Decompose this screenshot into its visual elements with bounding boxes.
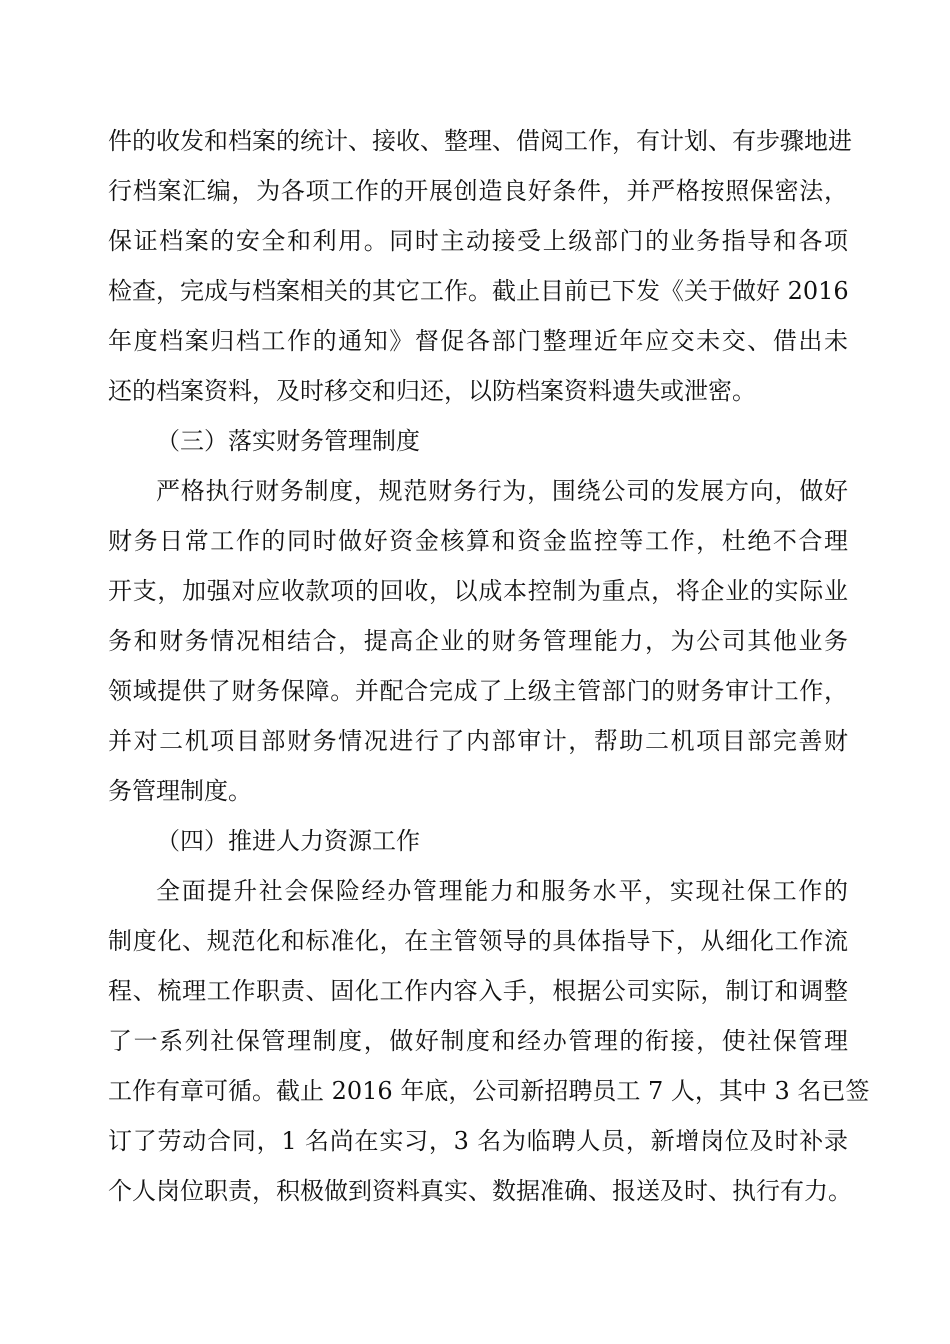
section-heading-hr: （四）推进人力资源工作 [156,827,420,855]
paragraph-line: 件的收发和档案的统计、接收、整理、借阅工作，有计划、有步骤地进 [108,127,852,155]
paragraph-line: 务管理制度。 [108,777,252,805]
paragraph-line: 程、梳理工作职责、固化工作内容入手，根据公司实际，制订和调整 [108,977,848,1005]
paragraph-line: 行档案汇编，为各项工作的开展创造良好条件，并严格按照保密法， [108,177,848,205]
paragraph-line: 还的档案资料，及时移交和归还，以防档案资料遗失或泄密。 [108,377,756,405]
paragraph-line: 务和财务情况相结合，提高企业的财务管理能力，为公司其他业务 [108,627,848,655]
paragraph-line: 并对二机项目部财务情况进行了内部审计，帮助二机项目部完善财 [108,727,848,755]
paragraph-line: 财务日常工作的同时做好资金核算和资金监控等工作，杜绝不合理 [108,527,848,555]
paragraph-line: 制度化、规范化和标准化，在主管领导的具体指导下，从细化工作流 [108,927,848,955]
paragraph-line: 全面提升社会保险经办管理能力和服务水平，实现社保工作的 [156,877,848,905]
paragraph-line: 工作有章可循。截止 2016 年底，公司新招聘员工 7 人，其中 3 名已签 [108,1077,870,1105]
paragraph-line: 保证档案的安全和利用。同时主动接受上级部门的业务指导和各项 [108,227,848,255]
paragraph-line: 开支，加强对应收款项的回收，以成本控制为重点，将企业的实际业 [108,577,848,605]
paragraph-line: 个人岗位职责，积极做到资料真实、数据准确、报送及时、执行有力。 [108,1177,852,1205]
paragraph-line: 检查，完成与档案相关的其它工作。截止目前已下发《关于做好 2016 [108,277,849,305]
paragraph-line: 了一系列社保管理制度，做好制度和经办管理的衔接，使社保管理 [108,1027,848,1055]
paragraph-line: 订了劳动合同，1 名尚在实习，3 名为临聘人员，新增岗位及时补录 [108,1127,848,1155]
paragraph-line: 严格执行财务制度，规范财务行为，围绕公司的发展方向，做好 [156,477,848,505]
paragraph-line: 领域提供了财务保障。并配合完成了上级主管部门的财务审计工作， [108,677,848,705]
document-body [108,116,870,1216]
paragraph-line: 年度档案归档工作的通知》督促各部门整理近年应交未交、借出未 [108,327,848,355]
section-heading-finance: （三）落实财务管理制度 [156,427,420,455]
